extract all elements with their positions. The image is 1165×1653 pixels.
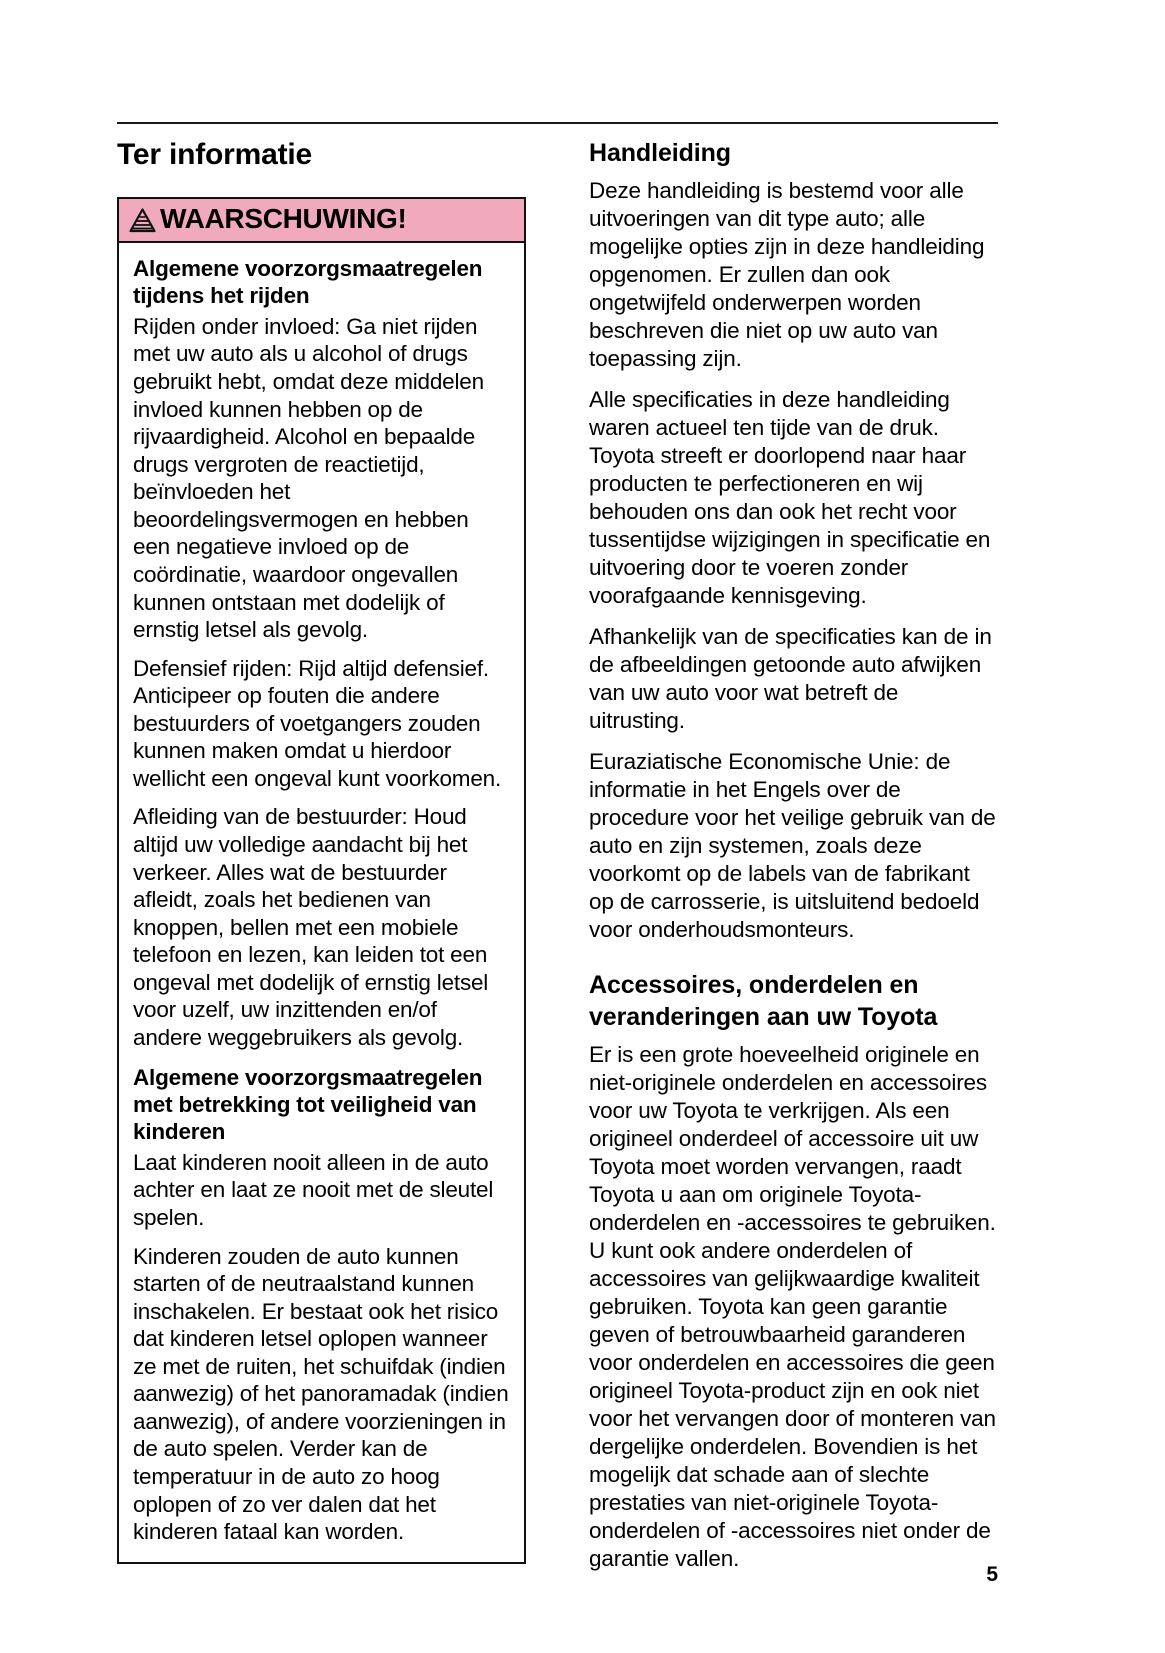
warning-heading-children: Algemene voorzorgsmaatregelen met betrekking tot veiligheid van kinderen [133,1064,483,1145]
warning-paragraph-children-risks: Kinderen zouden de auto kunnen starten of de neutraalstand kunnen inschakelen. Er bestaat ook het risico dat kinderen letsel oplopen wanneer ze met de ruiten, het schuifdak (indien aanwezig) of het panoramadak (indien aanwezig), of andere voorzieningen in de auto spelen. Verder kan de temperatuur in de auto zo hoog oplopen of zo ver dalen dat het kinderen fataal kan worden. [133,1243,509,1545]
right-column [589,138,998,1573]
heading-handleiding: Handleiding [589,139,731,167]
paragraph-manual-scope: Deze handleiding is bestemd voor alle uitvoeringen van dit type auto; alle mogelijke opties zijn in deze handleiding opgenomen. Er zullen dan ook ongetwijfeld onderwerpen worden beschreven die niet op uw auto van toepassing zijn. [589,178,985,372]
paragraph-accessories-warranty: Er is een grote hoeveelheid originele en niet-originele onderdelen en accessoires voor uw Toyota te verkrijgen. Als een origineel onderdeel of accessoire uit uw Toyota moet worden vervangen, raadt Toyota u aan om originele Toyota-onderdelen en -accessoires te gebruiken. U kunt ook andere onderdelen of accessoires van gelijkwaardige kwaliteit gebruiken. Toyota kan geen garantie geven of betrouwbaarheid garanderen voor onderdelen en accessoires die geen origineel Toyota-product zijn en ook niet voor het vervangen door of monteren van dergelijke onderdelen. Bovendien is het mogelijk dat schade aan of slechte prestaties van niet-originele Toyota-onderdelen of -accessoires niet onder de garantie vallen. [589,1041,996,1571]
warning-paragraph-drink-driving: Rijden onder invloed: Ga niet rijden met uw auto als u alcohol of drugs gebruikt hebt, omdat deze middelen invloed kunnen hebben op de rijvaardigheid. Alcohol en bepaalde drugs vergroten de reactietijd, beïnvloeden het beoordelingsvermogen en hebben een negatieve invloed op de coördinatie, waardoor ongevallen kunnen ontstaan met dodelijk of ernstig letsel als gevolg. [133,313,484,643]
warning-paragraph-defensive-driving: Defensief rijden: Rijd altijd defensief. Anticipeer op fouten die andere bestuurders of voetgangers zouden kunnen maken omdat u hierdoor wellicht een ongeval kunt voorkomen. [133,655,502,791]
warning-body [119,243,524,1562]
left-column [117,138,526,1573]
warning-paragraph-driver-distraction: Afleiding van de bestuurder: Houd altijd uw volledige aandacht bij het verkeer. Alles wat de bestuurder afleidt, zoals het bedienen van knoppen, bellen met een mobiele telefoon en lezen, kan leiden tot een ongeval met dodelijk of ernstig letsel voor uzelf, uw inzittenden en/of andere weggebruikers als gevolg. [133,804,489,1050]
paragraph-specifications-current: Alle specificaties in deze handleiding waren actueel ten tijde van de druk. Toyota streeft er doorlopend naar haar producten te perfectioneren en wij behouden ons dan ook het recht voor tussentijdse wijzigingen in specificatie en uitvoering door te voeren zonder voorafgaande kennisgeving. [589,387,991,609]
two-column-layout [117,138,998,1573]
paragraph-illustrations-may-differ: Afhankelijk van de specificaties kan de in de afbeeldingen getoonde auto afwijken van uw auto voor wat betreft de uitrusting. [589,624,992,734]
header-rule [117,122,998,124]
paragraph-eurasian-economic-union: Euraziatische Economische Unie: de informatie in het Engels over de procedure voor het veilige gebruik van de auto en zijn systemen, zoals deze voorkomt op de labels van de fabrikant op de carrosserie, is uitsluitend bedoeld voor onderhoudsmonteurs. [589,749,996,943]
warning-triangle-icon [129,208,156,233]
page-title: Ter informatie [117,138,313,171]
warning-paragraph-children-alone: Laat kinderen nooit alleen in de auto achter en laat ze nooit met de sleutel spelen. [133,1149,494,1230]
warning-title: WAARSCHUWING! [160,203,407,234]
warning-box [117,197,526,1564]
page-number: 5 [986,1563,998,1586]
warning-header [119,199,524,243]
warning-heading-driving: Algemene voorzorgsmaatregelen tijdens het rijden [133,256,483,309]
heading-accessories: Accessoires, onderdelen en veranderingen aan uw Toyota [589,971,938,1031]
